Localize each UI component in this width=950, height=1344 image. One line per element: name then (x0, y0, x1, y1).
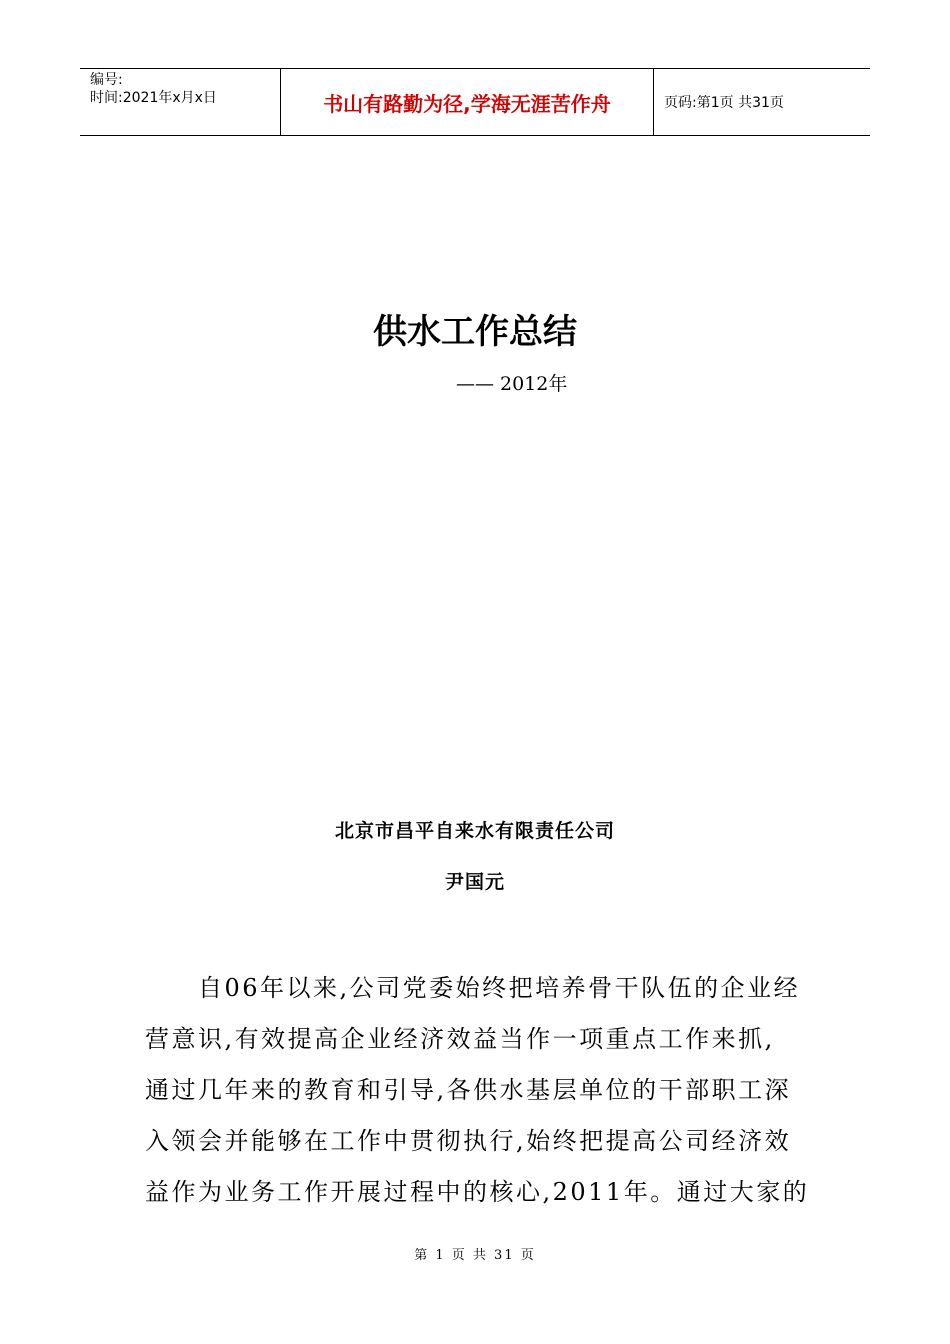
body-line: 营意识,有效提高企业经济效益当作一项重点工作来抓, (145, 1025, 775, 1053)
header-motto-cell (281, 69, 654, 135)
document-title: 供水工作总结 (373, 312, 577, 352)
body-line: 益作为业务工作开展过程中的核心,2011年。通过大家的 (145, 1178, 810, 1206)
header-page-info: 页码:第1页 共31页 (664, 95, 784, 111)
body-line: 通过几年来的教育和引导,各供水基层单位的干部职工深 (145, 1076, 792, 1104)
body-line: 入领会并能够在工作中贯彻执行,始终把提高公司经济效 (145, 1127, 792, 1155)
author-name: 尹国元 (444, 871, 505, 893)
company-name: 北京市昌平自来水有限责任公司 (334, 820, 615, 842)
document-subtitle: —— 2012年 (456, 373, 568, 395)
page-header (80, 68, 870, 136)
body-paragraph (145, 963, 810, 1218)
document-time-label: 时间:2021年x月x日 (90, 90, 217, 106)
document-code-label: 编号: (90, 72, 123, 88)
header-info-cell (80, 69, 281, 135)
page-footer: 第 1 页 共 31 页 (414, 1248, 536, 1263)
header-page-cell (654, 69, 870, 135)
header-motto: 书山有路勤为径,学海无涯苦作舟 (323, 92, 611, 116)
body-line: 自06年以来,公司党委始终把培养骨干队伍的企业经 (145, 974, 801, 1002)
